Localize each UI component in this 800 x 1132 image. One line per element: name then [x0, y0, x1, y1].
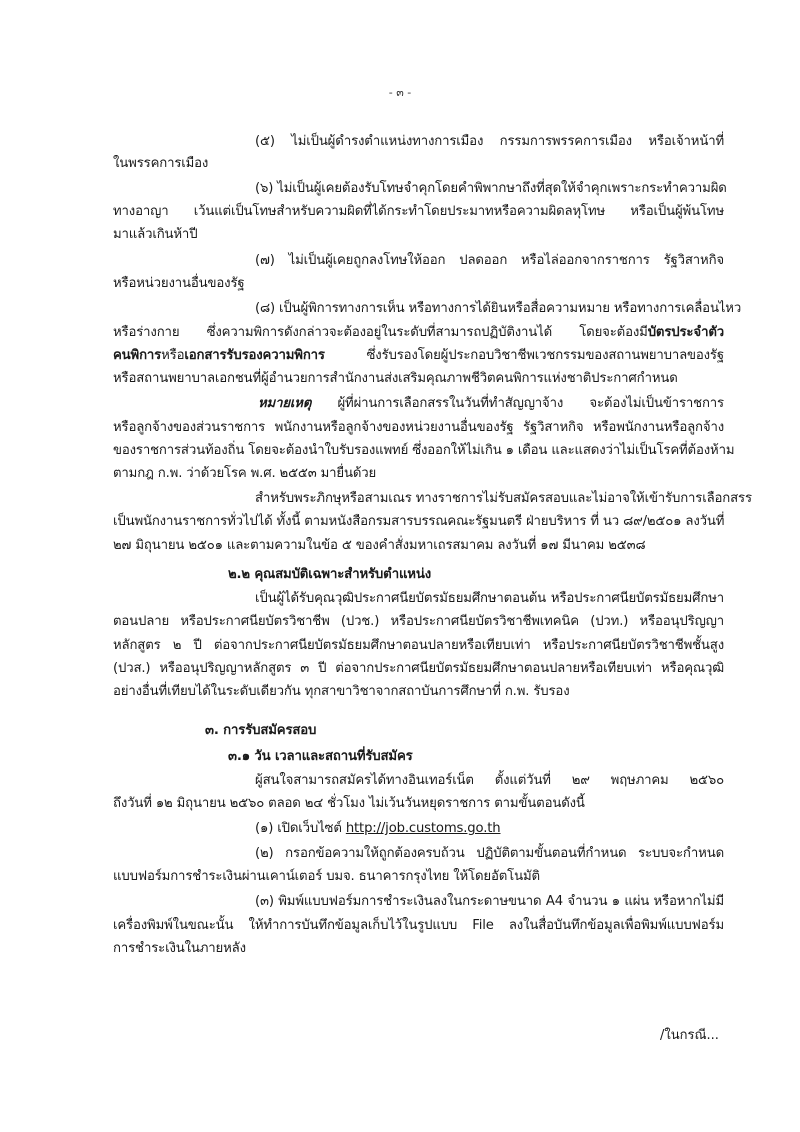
text-span: การชำระเงินในภายหลัง — [113, 941, 246, 956]
text-span: ผู้ที่ผ่านการเลือกสรรในวันที่ทำสัญญาจ้าง จะต้องไม่เป็นข้าราชการ — [311, 396, 724, 411]
text-span: (๒) กรอกข้อความให้ถูกต้องครบถ้วน ปฏิบัติตามขั้นตอนที่กำหนด ระบบจะกำหนด — [255, 846, 724, 861]
mid: หรือ — [161, 348, 185, 363]
text-line — [113, 463, 724, 485]
text-line — [113, 915, 724, 937]
text-line — [113, 368, 724, 390]
text-line — [113, 417, 724, 439]
note-label: หมายเหตุ — [258, 396, 312, 411]
text-span: ของราชการส่วนท้องถิ่น โดยจะต้องนำใบรับรองแพทย์ ซึ่งออกให้ไม่เกิน ๑ เดือน และแสดงว่าไม่เป็นโรคที่ต้องห้าม — [113, 443, 735, 458]
text-line — [258, 393, 724, 415]
text-span: เป็นผู้ได้รับคุณวุฒิประกาศนียบัตรมัธยมศึกษาตอนต้น หรือประกาศนียบัตรมัธยมศึกษา — [255, 591, 724, 606]
text-line — [255, 818, 724, 840]
text-span: ๒.๒ คุณสมบัติเฉพาะสำหรับตำแหน่ง — [228, 567, 432, 582]
text-span: อย่างอื่นที่เทียบได้ในระดับเดียวกัน ทุกสาขาวิชาจากสถาบันการศึกษาที่ ก.พ. รับรอง — [113, 684, 570, 699]
text-span: ๒๗ มิถุนายน ๒๕๐๑ และตามความในข้อ ๕ ของคำสั่งมหาเถรสมาคม ลงวันที่ ๑๗ มีนาคม ๒๕๓๘ — [113, 538, 646, 553]
text-span: หรือสถานพยาบาลเอกชนที่ผู้อำนวยการสำนักงานส่งเสริมคุณภาพชีวิตคนพิการแห่งชาติประกาศกำหนด — [113, 371, 678, 386]
text-line — [113, 440, 735, 462]
text-span: ในพรรคการเมือง — [113, 156, 209, 171]
text-line — [113, 938, 724, 960]
text-line — [113, 681, 724, 703]
text-line — [113, 201, 724, 223]
text-span: ๓. การรับสมัครสอบ — [205, 723, 317, 738]
text-line — [113, 793, 724, 815]
text-line — [205, 720, 724, 742]
text-span: หลักสูตร ๒ ปี ต่อจากประกาศนียบัตรมัธยมศึกษาตอนปลายหรือเทียบเท่า หรือประกาศนียบัตรวิชาชีพชั้นสูง — [113, 638, 724, 653]
text-span: หรือหน่วยงานอื่นของรัฐ — [113, 276, 245, 291]
text-line — [113, 535, 724, 557]
text-span: (๗) ไม่เป็นผู้เคยถูกลงโทษให้ออก ปลดออก หรือไล่ออกจากราชการ รัฐวิสาหกิจ — [255, 253, 724, 268]
text-span: เป็นพนักงานราชการทั่วไปได้ ทั้งนี้ ตามหนังสือกรมสารบรรณคณะรัฐมนตรี ฝ่ายบริหาร ที่ นว ๘๙/๒๕๐๑ ลงวันที่ — [113, 514, 725, 529]
text-span: หรือร่างกาย ซึ่งความพิการดังกล่าวจะต้องอยู่ในระดับที่สามารถปฏิบัติงานได้ โดยจะต้องมี — [113, 325, 648, 340]
text-line — [228, 746, 724, 768]
text-span: ตอนปลาย หรือประกาศนียบัตรวิชาชีพ (ปวช.) หรือประกาศนียบัตรวิชาชีพเทคนิค (ปวท.) หรืออนุปริญญา — [113, 614, 724, 629]
text-span: (๑) เปิดเว็บไซต์ — [255, 821, 346, 836]
text-span: (๖) ไม่เป็นผู้เคยต้องรับโทษจำคุกโดยคำพิพากษาถึงที่สุดให้จำคุกเพราะกระทำความผิด — [255, 181, 727, 196]
bold-tail: บัตรประจำตัว — [647, 325, 724, 340]
text-span: (๕) ไม่เป็นผู้ดำรงตำแหน่งทางการเมือง กรรมการพรรคการเมือง หรือเจ้าหน้าที่ — [255, 134, 724, 149]
text-line — [113, 273, 724, 295]
text-span: หรือลูกจ้างของส่วนราชการ พนักงานหรือลูกจ้างของหน่วยงานอื่นของรัฐ รัฐวิสาหกิจ หรือพนักงานหรือลูกจ้าง — [113, 420, 724, 435]
text-line — [113, 635, 724, 657]
text-line — [255, 891, 724, 913]
text-line — [255, 770, 724, 792]
text-span: ๓.๑ วัน เวลาและสถานที่รับสมัคร — [228, 749, 413, 764]
text-line — [113, 322, 724, 344]
text-line — [113, 511, 724, 533]
text-line — [113, 866, 724, 888]
continuation-note: /ในกรณี... — [660, 1028, 719, 1043]
text-span: แบบฟอร์มการชำระเงินผ่านเคาน์เตอร์ บมจ. ธนาคารกรุงไทย ให้โดยอัตโนมัติ — [113, 869, 540, 884]
text-span: ทางอาญา เว้นแต่เป็นโทษสำหรับความผิดที่ได้กระทำโดยประมาทหรือความผิดลหุโทษ หรือเป็นผู้พ้นโทษ — [113, 204, 724, 219]
website-link[interactable]: http://job.customs.go.th — [345, 821, 501, 836]
text-span: สำหรับพระภิกษุหรือสามเณร ทางราชการไม่รับสมัครสอบและไม่อาจให้เข้ารับการเลือกสรร — [255, 491, 752, 506]
bold-head: คนพิการ — [113, 348, 162, 363]
text-line — [255, 843, 724, 865]
page-number: - ๓ - — [388, 86, 412, 99]
text-line — [255, 178, 727, 200]
text-line — [113, 153, 724, 175]
bold-mid: เอกสารรับรองความพิการ — [184, 348, 325, 363]
text-line — [113, 224, 724, 246]
text-span: (๘) เป็นผู้พิการทางการเห็น หรือทางการได้ยินหรือสื่อความหมาย หรือทางการเคลื่อนไหว — [255, 301, 742, 316]
text-span: (ปวส.) หรืออนุปริญญาหลักสูตร ๓ ปี ต่อจากประกาศนียบัตรมัธยมศึกษาตอนปลายหรือเทียบเท่า หรือคุณวุฒิ — [113, 661, 724, 676]
text-line — [255, 250, 724, 272]
text-span: (๓) พิมพ์แบบฟอร์มการชำระเงินลงในกระดาษขนาด A4 จำนวน ๑ แผ่น หรือหากไม่มี — [255, 894, 724, 909]
text-line — [255, 298, 742, 320]
text-span: มาแล้วเกินห้าปี — [113, 227, 198, 242]
text-span: ถึงวันที่ ๑๒ มิถุนายน ๒๕๖๐ ตลอด ๒๔ ชั่วโมง ไม่เว้นวันหยุดราชการ ตามขั้นตอนดังนี้ — [113, 796, 585, 811]
text-line — [255, 588, 724, 610]
text-span: ผู้สนใจสามารถสมัครได้ทางอินเทอร์เน็ต ตั้งแต่วันที่ ๒๙ พฤษภาคม ๒๕๖๐ — [255, 773, 724, 788]
text-line — [113, 658, 724, 680]
text-line — [228, 564, 724, 586]
text-span: เครื่องพิมพ์ในขณะนั้น ให้ทำการบันทึกข้อมูลเก็บไว้ในรูปแบบ File ลงในสื่อบันทึกข้อมูลเพื่อพิมพ์แบบฟอร์ม — [113, 918, 724, 933]
text-line — [255, 131, 724, 153]
text-span: ซึ่งรับรองโดยผู้ประกอบวิชาชีพเวชกรรมของสถานพยาบาลของรัฐ — [324, 348, 724, 363]
text-line — [255, 488, 752, 510]
text-line — [113, 345, 724, 367]
text-span: ตามกฎ ก.พ. ว่าด้วยโรค พ.ศ. ๒๕๕๓ มายื่นด้วย — [113, 466, 377, 481]
text-line — [113, 611, 724, 633]
